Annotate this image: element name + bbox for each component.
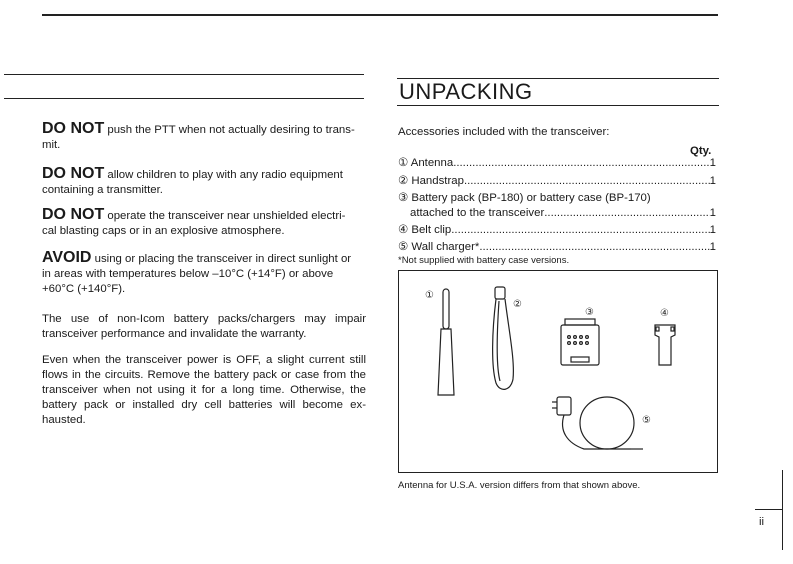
- figure-caption: Antenna for U.S.A. version differs from that shown above.: [398, 480, 641, 491]
- belt-clip-drawing: [655, 325, 675, 365]
- warning-keyword: DO NOT: [42, 165, 105, 182]
- accessory-label: ① Antenna: [398, 157, 454, 169]
- top-rule: [42, 14, 718, 16]
- warning-text: in areas with temperatures below –10°C (+14°F) or above: [42, 268, 334, 280]
- warning-ptt: [42, 121, 366, 153]
- page-edge-rule-vertical: [782, 470, 783, 550]
- warning-text: +60°C (+140°F).: [42, 283, 126, 295]
- accessory-qty: 1: [709, 224, 716, 236]
- wall-charger-drawing: [552, 397, 643, 449]
- leader-dots: [453, 156, 709, 171]
- warning-keyword: DO NOT: [42, 120, 105, 137]
- accessory-qty: 1: [709, 157, 716, 169]
- warning-text: containing a transmitter.: [42, 184, 163, 196]
- accessory-label-battery: ③ Battery pack (BP-180) or battery case (BP-170): [398, 192, 651, 204]
- figure-marker-battery: ③: [585, 307, 594, 318]
- accessories-drawing: [399, 271, 719, 474]
- accessory-label: ⑤ Wall charger*: [398, 241, 480, 253]
- battery-warranty-paragraph: The use of non-Icom battery packs/chargers may impair transceiver performance and invalidate the warranty.: [42, 313, 366, 340]
- warning-text: mit.: [42, 139, 61, 151]
- section-rule-lower: [397, 105, 719, 106]
- page-number: ii: [759, 516, 765, 528]
- accessory-qty: 1: [709, 175, 716, 187]
- warning-text: push the PTT when not actually desiring to trans-: [104, 124, 355, 136]
- warning-temperature: [42, 250, 366, 297]
- accessories-footnote: *Not supplied with battery case versions.: [398, 255, 570, 266]
- leader-dots: [544, 206, 709, 221]
- handstrap-drawing: [493, 287, 514, 389]
- accessory-item-wall-charger: [398, 240, 716, 255]
- leader-dots: [451, 223, 709, 238]
- warning-keyword: DO NOT: [42, 206, 105, 223]
- left-rule-lower: [4, 98, 364, 99]
- accessory-label: ② Handstrap: [398, 175, 464, 187]
- accessory-label-continued: attached to the transceiver: [410, 207, 545, 219]
- accessory-qty: 1: [709, 241, 716, 253]
- antenna-drawing: [438, 289, 454, 395]
- accessories-intro: Accessories included with the transceiver:: [398, 126, 610, 138]
- battery-pack-drawing: [561, 319, 599, 365]
- accessory-item-antenna: [398, 156, 716, 171]
- figure-marker-handstrap: ②: [513, 299, 522, 310]
- warning-blasting-caps: [42, 207, 366, 239]
- figure-marker-wall-charger: ⑤: [642, 415, 651, 426]
- warning-keyword: AVOID: [42, 249, 92, 266]
- qty-header: Qty.: [690, 145, 712, 157]
- warning-children: [42, 166, 366, 198]
- figure-marker-antenna: ①: [425, 290, 434, 301]
- accessory-qty: 1: [709, 207, 716, 219]
- power-off-current-paragraph: Even when the transceiver power is OFF, a slight current still flows in the circuits. Remove the battery pack or case from the transceiver when not using it for a long time. Otherwise, the battery pack or installed dry cell batteries will become ex-hausted.: [42, 354, 366, 426]
- accessory-item-belt-clip: [398, 223, 716, 238]
- accessory-label: ④ Belt clip: [398, 224, 452, 236]
- warning-text: cal blasting caps or in an explosive atmosphere.: [42, 225, 285, 237]
- warning-text: allow children to play with any radio equipment: [104, 169, 343, 181]
- warning-text: using or placing the transceiver in direct sunlight or: [91, 253, 352, 265]
- leader-dots: [464, 174, 710, 189]
- leader-dots: [479, 240, 709, 255]
- left-rule-upper: [4, 74, 364, 75]
- accessory-item-handstrap: [398, 174, 716, 189]
- accessories-illustration: [398, 270, 718, 473]
- figure-marker-belt-clip: ④: [660, 308, 669, 319]
- accessory-item-battery: [410, 206, 716, 221]
- page-edge-rule-horizontal: [755, 509, 782, 510]
- section-title: UNPACKING: [399, 79, 533, 104]
- warning-text: operate the transceiver near unshielded electri-: [104, 210, 346, 222]
